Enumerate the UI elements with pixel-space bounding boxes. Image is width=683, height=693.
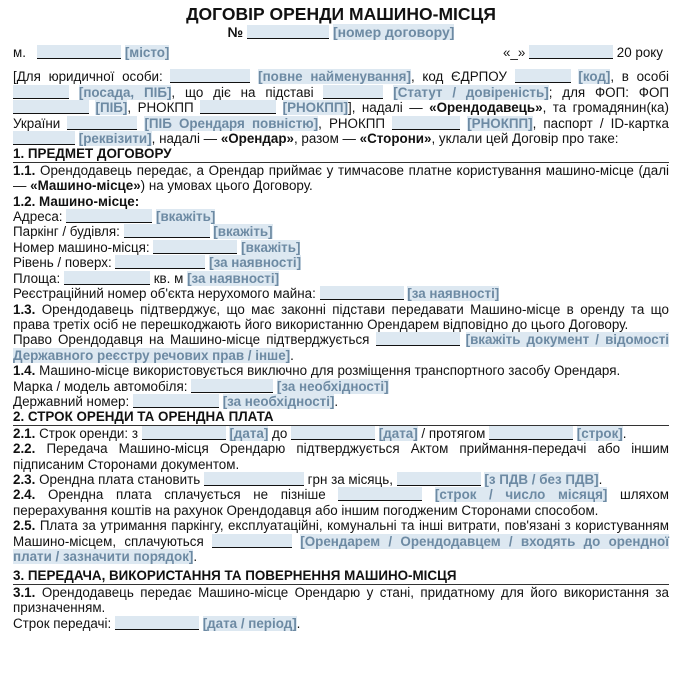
clause-2-2 [13, 441, 669, 472]
unit: кв. м [153, 270, 184, 286]
label: Адреса: [13, 209, 63, 225]
rent-amount-field[interactable] [204, 472, 304, 486]
text: Орендодавець підтверджує, що має законні підстави передавати Машино-місце в оренду та що права третіх осіб не перешкоджають його використанню Орендарем відповідно до цього Договору. [13, 301, 669, 332]
placeholder: [дата] [229, 425, 269, 441]
placeholder: [вкажіть документ / відомості Державного реєстру речових прав / інше] [13, 332, 669, 363]
text: , в особі [610, 69, 669, 85]
spot-number-line [13, 240, 669, 255]
end-date-field[interactable] [291, 426, 375, 440]
handover-date-field[interactable] [115, 616, 199, 630]
position-field[interactable] [13, 85, 69, 99]
placeholder: [за необхідності] [276, 378, 389, 394]
placeholder: [Статут / довіреність] [393, 84, 549, 100]
text: ) на умовах цього Договору. [140, 178, 313, 194]
document-title: ДОГОВІР ОРЕНДИ МАШИНО-МІСЦЯ [186, 4, 496, 24]
clause-number: 2.1. [13, 425, 36, 441]
text: Машино-місце використовується виключно для розміщення транспортного засобу Орендаря. [39, 363, 621, 379]
parties-term: «Сторони» [359, 131, 432, 147]
clause-number: 2.3. [13, 471, 36, 487]
label: Рівень / поверх: [13, 255, 112, 271]
plate-line: Державний номер: [за необхідності]. [13, 393, 339, 409]
address-field[interactable] [66, 209, 152, 223]
placeholder: [ПІБ Орендаря повністю] [144, 115, 319, 131]
tenant-name-field[interactable] [67, 116, 137, 130]
label: Реєстраційний номер об'єкта нерухомого майна: [13, 286, 316, 302]
text: Право Орендодавця на Машино-місце підтверджується [13, 332, 370, 348]
label: Державний номер: [13, 393, 130, 409]
placeholder: [за наявності] [407, 286, 500, 302]
fop-name-field[interactable] [13, 100, 89, 114]
clause-1-3 [13, 302, 669, 333]
contract-number-field[interactable] [247, 25, 329, 39]
clause-title: 1.2. Машино-місце: [13, 193, 140, 209]
placeholder: [реквізити] [78, 131, 152, 147]
level-field[interactable] [115, 255, 205, 269]
text: ; для ФОП: ФОП [548, 84, 669, 100]
section-2-heading: 2. СТРОК ОРЕНДИ ТА ОРЕНДНА ПЛАТА [13, 409, 669, 425]
placeholder: [Орендарем / Орендодавцем / входять до орендної плати / зазначити порядок] [13, 533, 669, 564]
text: Строк оренди: з [39, 425, 138, 441]
term-field[interactable] [489, 426, 573, 440]
placeholder: [код] [578, 69, 611, 85]
text: шляхом перерахування коштів на рахунок Орендодавця або іншим погодженим Сторонами способом. [13, 487, 669, 518]
clause-number: 1.3. [13, 301, 36, 317]
placeholder: [дата / період] [202, 615, 297, 631]
placeholder: [з ПДВ / без ПДВ] [484, 471, 599, 487]
text: грн за місяць, [307, 471, 393, 487]
placeholder: [строк] [576, 425, 623, 441]
placeholder: [строк / число місяця] [434, 487, 608, 503]
tenant-term: «Орендар» [220, 131, 294, 147]
text: Передача Машино-місця Орендарю підтверджується Актом приймання-передачі або іншим підписаним Сторонами документом. [13, 441, 669, 472]
parties-paragraph [13, 69, 669, 146]
city-field[interactable] [37, 45, 121, 59]
clause-number: 2.5. [13, 518, 36, 534]
clause-1-3-ownership: Право Орендодавця на Машино-місце підтверджується [вкажіть документ / відомості Державного реєстру речових прав / інше]. [13, 332, 669, 363]
expenses-field[interactable] [212, 534, 292, 548]
start-date-field[interactable] [142, 426, 226, 440]
label: Марка / модель автомобіля: [13, 378, 188, 394]
text: Орендодавець передає, а Орендар приймає у тимчасове платне користування машино-місце (далі — [13, 162, 669, 194]
clause-number: 1.1. [13, 162, 36, 178]
registry-line [13, 286, 669, 301]
contract-number-placeholder: [номер договору] [332, 24, 455, 40]
basis-field[interactable] [323, 85, 383, 99]
tenant-rnokpp-field[interactable] [392, 116, 460, 130]
city-line [13, 45, 169, 60]
placeholder: [РНОКПП] [467, 115, 533, 131]
text: , та громадянин(ка) України [13, 100, 669, 131]
text: Орендодавець передає Машино-місце Орендарю у стані, придатному для його використання за призначенням. [13, 584, 669, 616]
level-line [13, 255, 669, 270]
area-field[interactable] [64, 271, 150, 285]
label: Паркінг / будівля: [13, 224, 120, 240]
text: Плата за утримання паркінгу, експлуатаційні, комунальні та інші витрати, пов'язані з користуванням Машино-місцем, сплачуються [13, 518, 669, 549]
label: Строк передачі: [13, 615, 112, 631]
text: , код ЄДРПОУ [410, 69, 507, 85]
section-3-heading: 3. ПЕРЕДАЧА, ВИКОРИСТАННЯ ТА ПОВЕРНЕННЯ МАШИНО-МІСЦЯ [13, 568, 669, 584]
city-placeholder: [місто] [124, 45, 170, 60]
number-sign: № [227, 24, 244, 40]
contract-number-line [13, 24, 669, 41]
placeholder: [за наявності] [209, 255, 302, 271]
text: ], надалі — [347, 100, 423, 116]
parking-line [13, 224, 669, 239]
text: , РНОКПП [127, 100, 194, 116]
address-line [13, 209, 669, 224]
placeholder: [за необхідності] [222, 393, 335, 409]
clause-number: 3.1. [13, 584, 36, 600]
clause-number: 1.4. [13, 363, 36, 379]
text: до [272, 425, 288, 441]
text: [Для юридичної особи: [13, 69, 163, 85]
placeholder: [РНОКПП] [282, 100, 348, 116]
clause-number: 2.2. [13, 441, 36, 457]
clause-1-4 [13, 363, 669, 378]
label: Площа: [13, 270, 61, 286]
clause-2-5: 2.5. Плата за утримання паркінгу, експлуатаційні, комунальні та інші витрати, пов'язані з користуванням Машино-місцем, сплачуються [Орендарем / Орендодавцем / входять до орендної плати / зазначити порядок]. [13, 518, 669, 564]
date-year: 20 року [616, 45, 663, 60]
placeholder: [дата] [378, 425, 418, 441]
date-day: «_» [502, 45, 526, 60]
city-date-row [13, 45, 669, 60]
text: , РНОКПП [318, 115, 386, 131]
placeholder: [за наявності] [187, 270, 280, 286]
text: / протягом [421, 425, 486, 441]
clause-2-3: 2.3. Орендна плата становить грн за місяць, [з ПДВ / без ПДВ]. [13, 471, 603, 487]
label: Номер машино-місця: [13, 239, 150, 255]
text: , разом — [293, 131, 356, 147]
text: Орендна плата сплачується не пізніше [47, 487, 326, 503]
ownership-doc-field[interactable] [376, 332, 460, 346]
placeholder: [вкажіть] [213, 224, 273, 240]
clause-2-4 [13, 487, 669, 518]
vat-field[interactable] [397, 472, 481, 486]
date-line [503, 45, 669, 60]
registry-field[interactable] [320, 286, 404, 300]
clause-3-1 [13, 585, 669, 616]
handover-line: Строк передачі: [дата / період]. [13, 615, 301, 631]
passport-field[interactable] [13, 131, 75, 145]
car-line [13, 379, 669, 394]
area-line [13, 271, 669, 286]
section-1-heading: 1. ПРЕДМЕТ ДОГОВОРУ [13, 146, 669, 162]
parking-field[interactable] [124, 224, 210, 238]
plate-field[interactable] [133, 394, 219, 408]
edrpou-field[interactable] [515, 69, 571, 83]
city-prefix: м. [13, 45, 26, 60]
fop-rnokpp-field[interactable] [200, 100, 276, 114]
company-name-field[interactable] [170, 69, 250, 83]
clause-2-1: 2.1. Строк оренди: з [дата] до [дата] / протягом [строк]. [13, 425, 627, 441]
text: , надалі — [151, 131, 218, 147]
payment-day-field[interactable] [338, 487, 422, 501]
lessor-term: «Орендодавець» [429, 100, 543, 116]
placeholder: [посада, ПІБ] [78, 84, 172, 100]
text: , паспорт / ID-картка [532, 115, 669, 131]
placeholder: [вкажіть] [241, 239, 301, 255]
car-model-field[interactable] [191, 379, 273, 393]
clause-number: 2.4. [13, 487, 36, 503]
clause-1-2-heading [13, 194, 669, 209]
date-field[interactable] [529, 45, 613, 59]
placeholder: [повне найменування] [258, 69, 411, 85]
spot-number-field[interactable] [153, 240, 237, 254]
text: Орендна плата становить [39, 471, 201, 487]
placeholder: [ПІБ] [95, 100, 128, 116]
text: , що діє на підставі [171, 84, 314, 100]
clause-1-1 [13, 163, 669, 194]
placeholder: [вкажіть] [155, 209, 216, 225]
text: , уклали цей Договір про таке: [431, 131, 619, 147]
parking-spot-term: «Машино-місце» [30, 178, 141, 194]
